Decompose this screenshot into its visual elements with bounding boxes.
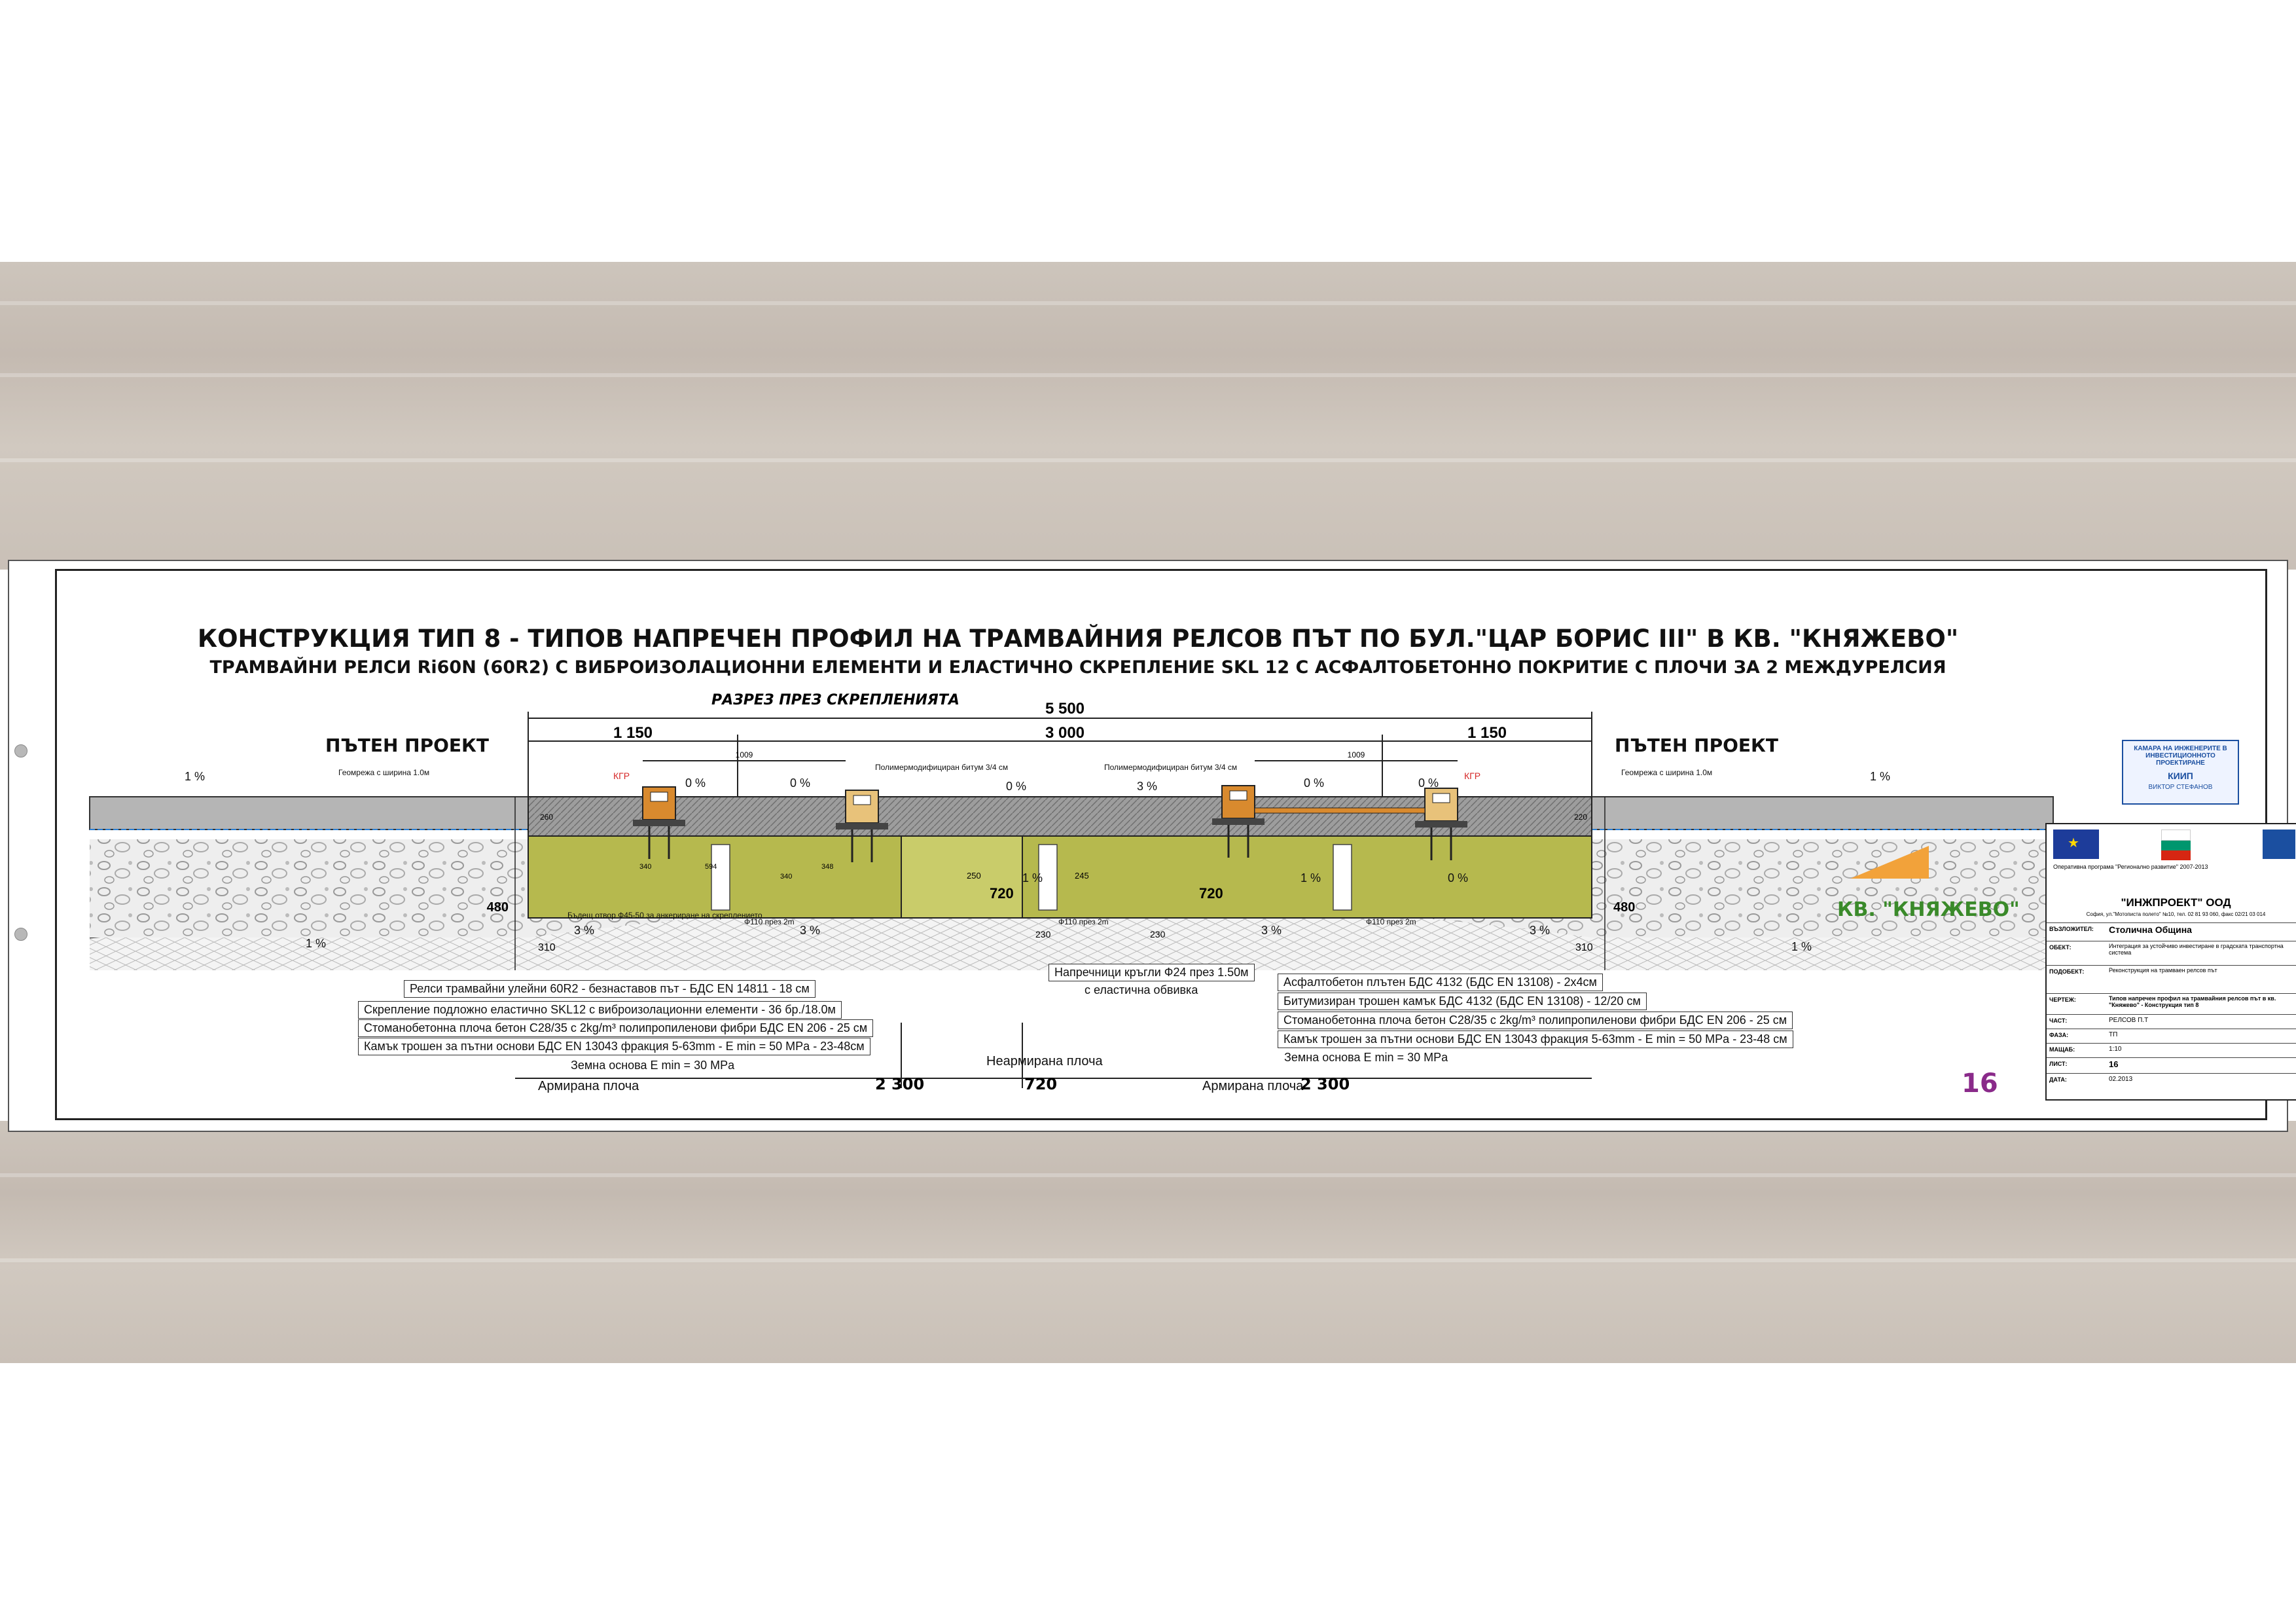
engineer-stamp <box>2122 740 2239 805</box>
eu-flag-icon: ★ <box>2053 830 2099 859</box>
slope-label: 1 % <box>1870 770 1891 783</box>
tb-key: ОБЕКТ: <box>2049 944 2072 951</box>
slope-label: 0 % <box>685 776 706 790</box>
kgr-label-1: КГР <box>613 771 630 781</box>
road-asphalt-left <box>90 797 528 830</box>
dim-480-left: 480 <box>486 900 509 915</box>
tb-value: ТП <box>2109 1031 2118 1038</box>
dim-left: 1 150 <box>613 724 653 742</box>
sheet-number: 16 <box>1962 1068 1998 1099</box>
dim-348: 348 <box>821 863 834 871</box>
slope-label: 3 % <box>1261 924 1282 937</box>
company-name: "ИНЖПРОЕКТ" ООД <box>2121 896 2231 909</box>
slope-label: 0 % <box>790 776 811 790</box>
unreinforced-slab-label: Неармирана плоча <box>986 1054 1103 1068</box>
tb-row-part <box>2047 1014 2296 1024</box>
dim-310-right: 310 <box>1575 942 1593 953</box>
tb-value: Столична Община <box>2109 924 2192 935</box>
tie-rod <box>1255 808 1425 813</box>
tb-value: 1:10 <box>2109 1046 2122 1053</box>
reinforced-slab-left-dim: 2 300 <box>875 1075 925 1093</box>
stamp-line-3: ВИКТОР СТЕФАНОВ <box>2148 784 2213 791</box>
road-project-right: ПЪТЕН ПРОЕКТ <box>1615 735 1779 756</box>
tb-value: Типов напречен профил на трамвайния релсов път в кв. "Княжево" - Конструкция тип 8 <box>2109 995 2276 1008</box>
road-project-left: ПЪТЕН ПРОЕКТ <box>325 735 490 756</box>
dim-1009-b: 1009 <box>1347 750 1365 759</box>
legend-right-soil: Земна основа E min = 30 MPa <box>1284 1051 1448 1064</box>
program-logo-icon <box>2263 830 2295 859</box>
road-asphalt-right <box>1592 797 2053 830</box>
stamp-line-1: КАМАРА НА ИНЖЕНЕРИТЕ В ИНВЕСТИЦИОННОТО ПРОЕКТИРАНЕ <box>2134 745 2227 767</box>
dim-310-left: 310 <box>538 942 556 953</box>
drawing-frame <box>55 569 2284 1120</box>
dim-250: 250 <box>967 871 981 881</box>
tb-value: Реконструкция на трамваен релсов път <box>2109 967 2217 974</box>
rods-note <box>1049 964 1255 981</box>
tb-row-scale <box>2047 1043 2296 1053</box>
scan-band-top <box>0 262 2296 570</box>
stamp-line-2: КИИП <box>2168 771 2193 781</box>
slope-label: 3 % <box>1137 780 1158 793</box>
geogrid-note-right: Геомрежа с ширина 1.0м <box>1621 768 1713 777</box>
tb-key: ЧЕРТЕЖ: <box>2049 996 2076 1003</box>
bitumen-note-2: Полимермодифициран битум 3/4 см <box>1104 763 1238 772</box>
tb-key: ЛИСТ: <box>2049 1061 2068 1067</box>
tb-row-client <box>2047 922 2296 935</box>
punch-hole <box>14 928 27 941</box>
legend-right-1: Асфалтобетон плътен БДС 4132 (БДС EN 13108) - 2х4см <box>1278 974 1603 991</box>
dim-245: 245 <box>1075 871 1089 881</box>
dim-340-b: 340 <box>780 873 793 881</box>
drawing-title: КОНСТРУКЦИЯ ТИП 8 - ТИПОВ НАПРЕЧЕН ПРОФИЛ НА ТРАМВАЙНИЯ РЕЛСОВ ПЪТ ПО БУЛ."ЦАР БОРИС III" В КВ. "КНЯЖЕВО" <box>197 625 1959 653</box>
section-label: РАЗРЕЗ ПРЕЗ СКРЕПЛЕНИЯТА <box>711 692 960 708</box>
dim-right: 1 150 <box>1467 724 1507 742</box>
coat-of-arms-icon <box>2161 830 2191 859</box>
slope-label: 1 % <box>1300 871 1321 884</box>
kgr-label-2: КГР <box>1464 771 1481 781</box>
tb-row-drawing <box>2047 993 2296 1008</box>
slope-label: 1 % <box>306 937 327 950</box>
legend-left-soil: Земна основа E min = 30 MPa <box>571 1059 735 1072</box>
tb-key: ФАЗА: <box>2049 1032 2069 1038</box>
tb-key: ДАТА: <box>2049 1076 2067 1083</box>
company-address: София, ул."Мотописта полето" №10, тел. 02 81 93 060, факс 02/21 03 014 <box>2086 911 2266 917</box>
dim-230-b: 230 <box>1150 929 1166 939</box>
slope-label: 1 % <box>1022 871 1043 884</box>
legend-right-2: Битумизиран трошен камък БДС 4132 (БДС EN 13108) - 12/20 см <box>1278 993 1647 1010</box>
tb-key: ЧАСТ: <box>2049 1017 2068 1024</box>
dim-220: 220 <box>1574 812 1588 822</box>
tb-row-subobject <box>2047 965 2296 975</box>
dim-1009-a: 1009 <box>735 750 753 759</box>
program-text: Оперативна програма "Регионално развитие" 2007-2013 <box>2053 864 2208 870</box>
rods-note-text: Напречници кръгли Ф24 през 1.50м <box>1054 966 1249 979</box>
rods-note-2: с еластична обвивка <box>1085 983 1198 996</box>
gravel-base-left <box>90 839 528 938</box>
geogrid-note-left: Геомрежа с ширина 1.0м <box>338 768 430 777</box>
reinforced-slab-right-dim: 2 300 <box>1300 1075 1350 1093</box>
dim-480-right: 480 <box>1613 900 1636 915</box>
district-label: КВ. "КНЯЖЕВО" <box>1837 898 2020 921</box>
dim-total: 5 500 <box>1045 700 1085 718</box>
legend-right-4: Камък трошен за пътни основи БДС EN 13043 фракция 5-63mm - E min = 50 MPa - 23-48 см <box>1278 1030 1793 1048</box>
slope-label: 1 % <box>185 770 206 783</box>
scan-band-bottom <box>0 1121 2296 1363</box>
tb-value: 16 <box>2109 1059 2119 1069</box>
dim-720-b: 720 <box>1199 885 1223 902</box>
punch-hole <box>14 744 27 757</box>
legend-left-1: Релси трамвайни улейни 60R2 - безнаставов път - БДС EN 14811 - 18 см <box>404 980 816 998</box>
tb-value: Интеграция за устойчиво инвестиране в градската транспортна система <box>2109 943 2284 956</box>
dim-720-a: 720 <box>990 885 1014 902</box>
unreinforced-slab <box>901 836 1022 918</box>
unreinforced-slab-dim: 720 <box>1024 1075 1058 1093</box>
tb-key: МАЩАБ: <box>2049 1046 2075 1053</box>
gravel-base-right <box>1592 839 2053 938</box>
drill-note: Бъдещ отвор Ф45-50 за анкериране на скреплението <box>567 911 762 920</box>
title-block <box>2045 823 2296 1101</box>
drawing-subtitle: ТРАМВАЙНИ РЕЛСИ Ri60N (60R2) С ВИБРОИЗОЛАЦИОННИ ЕЛЕМЕНТИ И ЕЛАСТИЧНО СКРЕПЛЕНИЕ SKL 12 С АСФАЛТОБЕТОННО ПОКРИТИЕ С ПЛОЧИ ЗА 2 МЕЖДУРЕЛСИЯ <box>209 657 1946 678</box>
bitumen-note-1: Полимермодифициран битум 3/4 см <box>875 763 1009 772</box>
pipe-note-3: Ф110 през 2m <box>1366 917 1416 926</box>
legend-right-3: Стоманобетонна плоча бетон C28/35 с 2kg/m³ полипропиленови фибри БДС EN 206 - 25 см <box>1278 1012 1793 1029</box>
tb-row-date <box>2047 1073 2296 1083</box>
slope-label: 3 % <box>800 924 821 937</box>
slope-label: 3 % <box>574 924 595 937</box>
legend-left-3: Стоманобетонна плоча бетон C28/35 с 2kg/m³ полипропиленови фибри БДС EN 206 - 25 см <box>358 1019 873 1037</box>
tb-key: ВЪЗЛОЖИТЕЛ: <box>2049 926 2094 932</box>
reinforced-slab-right-label: Армирана плоча <box>1202 1079 1304 1093</box>
slope-label: 0 % <box>1304 776 1325 790</box>
slope-label: 0 % <box>1418 776 1439 790</box>
slope-label: 0 % <box>1448 871 1469 884</box>
slope-label: 1 % <box>1791 940 1812 953</box>
slope-label: 3 % <box>1530 924 1551 937</box>
dim-594: 594 <box>705 863 717 871</box>
reinforced-slab-left-label: Армирана плоча <box>538 1079 639 1093</box>
pipe-note-2: Ф110 през 2m <box>1058 917 1109 926</box>
legend-left-4: Камък трошен за пътни основи БДС EN 13043 фракция 5-63mm - E min = 50 MPa - 23-48см <box>358 1038 870 1055</box>
dim-260: 260 <box>540 812 554 822</box>
drawing-sheet <box>8 560 2288 1132</box>
tb-value: РЕЛСОВ П.Т <box>2109 1017 2149 1024</box>
dim-middle: 3 000 <box>1045 724 1085 742</box>
tb-key: ПОДОБЕКТ: <box>2049 968 2085 975</box>
pipe-note-1: Ф110 през 2m <box>744 917 795 926</box>
slope-label: 0 % <box>1006 780 1027 793</box>
dim-340-a: 340 <box>639 863 652 871</box>
tb-value: 02.2013 <box>2109 1076 2133 1083</box>
dim-230-a: 230 <box>1035 929 1051 939</box>
legend-left-2: Скрепление подложно еластично SKL12 с виброизолационни елементи - 36 бр./18.0м <box>358 1001 842 1019</box>
tb-row-sheet <box>2047 1057 2296 1069</box>
